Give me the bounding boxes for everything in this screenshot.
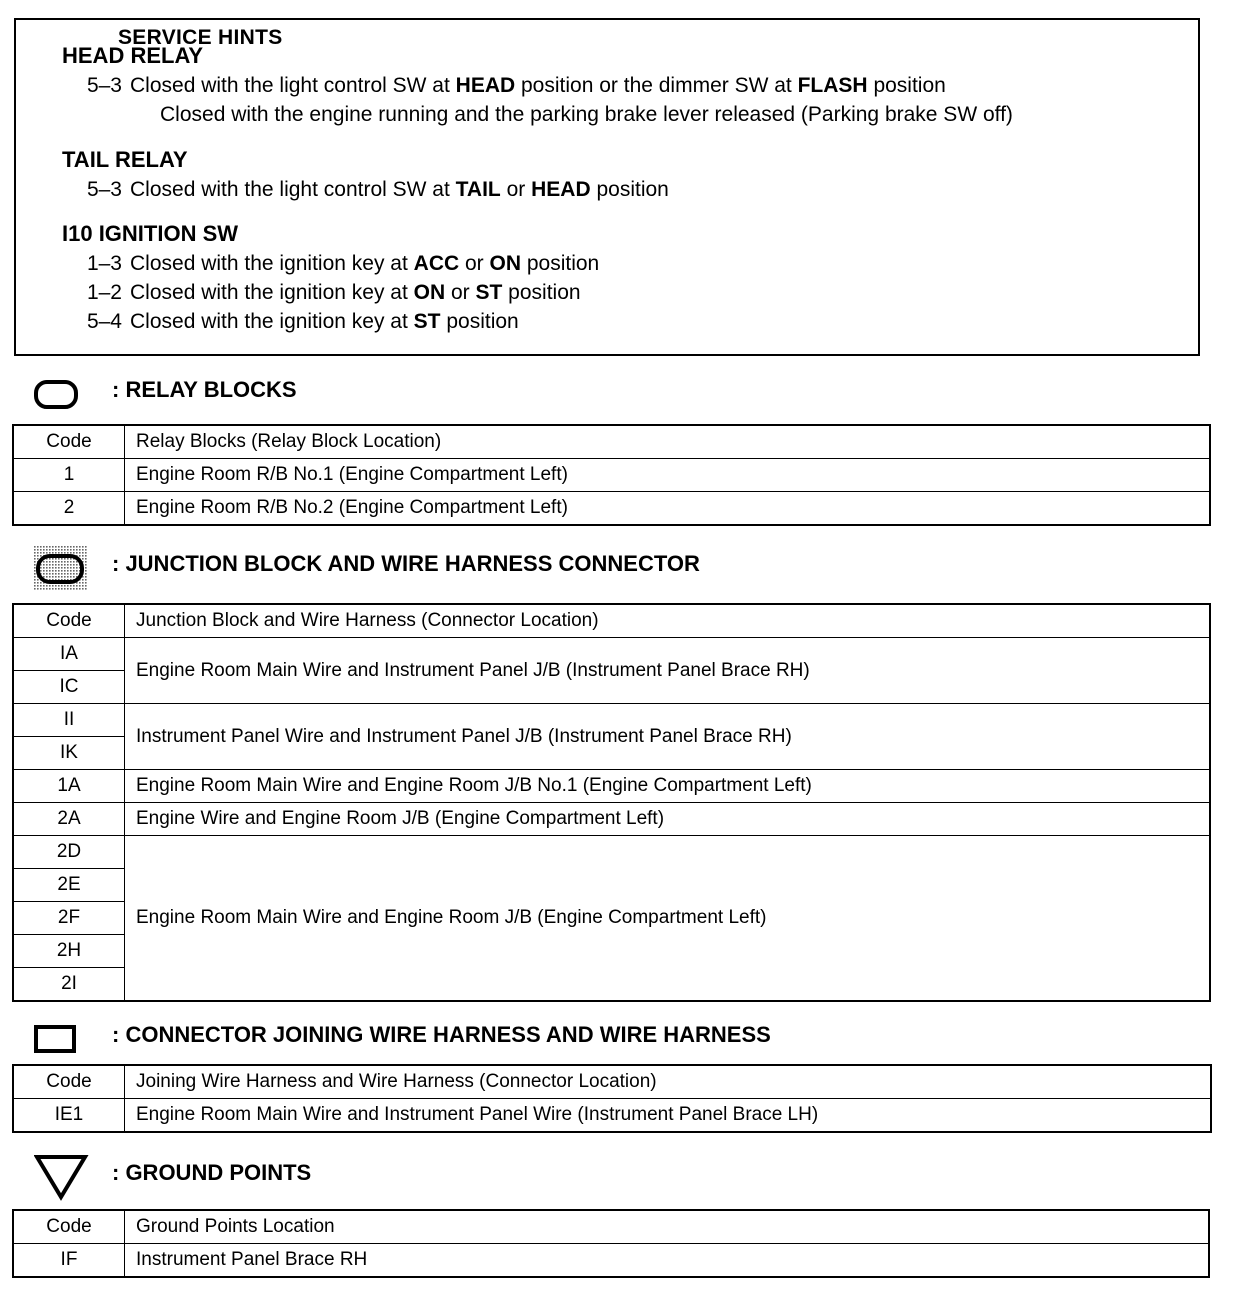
- relay-blocks-table: [12, 424, 1211, 526]
- shaded-rounded-rect-icon: [34, 546, 90, 592]
- relay-blocks-label: : RELAY BLOCKS: [112, 377, 297, 402]
- code-cell: 2: [13, 492, 125, 526]
- text-run: or: [459, 252, 490, 275]
- tail-relay-section: [62, 144, 669, 204]
- ignition-code: 1–3: [86, 252, 122, 275]
- text-run: Closed with the ignition key at: [130, 252, 414, 275]
- table-row: [13, 492, 1210, 526]
- code-cell: 1: [13, 459, 125, 492]
- text-run: position or the dimmer SW at: [515, 74, 798, 97]
- bold-term: ON: [489, 252, 521, 275]
- code-cell: 2A: [13, 803, 125, 836]
- joining-connectors-header-row: [13, 1065, 1211, 1099]
- code-cell: 1A: [13, 770, 125, 803]
- location-cell: Instrument Panel Wire and Instrument Panel J/B (Instrument Panel Brace RH): [125, 704, 1211, 770]
- relay-blocks-header-row: [13, 425, 1210, 459]
- location-column-header: Relay Blocks (Relay Block Location): [125, 425, 1211, 459]
- text-run: position: [502, 281, 581, 304]
- text-run: Closed with the light control SW at: [130, 74, 456, 97]
- ignition-code: 5–4: [86, 310, 122, 333]
- location-column-header: Ground Points Location: [125, 1210, 1210, 1244]
- table-row: [13, 459, 1210, 492]
- bold-term: ST: [413, 310, 441, 333]
- table-row: [13, 836, 1210, 869]
- table-row: [13, 1244, 1209, 1278]
- code-cell: 2H: [13, 935, 125, 968]
- joining-connectors-table: [12, 1064, 1212, 1133]
- ignition-sw-section: [62, 218, 599, 336]
- ground-points-label: : GROUND POINTS: [112, 1160, 312, 1185]
- code-cell: IF: [13, 1244, 125, 1278]
- text-run: Closed with the ignition key at: [130, 310, 414, 333]
- junction-blocks-header-row: [13, 604, 1210, 638]
- ignition-code: 1–2: [86, 281, 122, 304]
- location-cell: Engine Room Main Wire and Instrument Panel J/B (Instrument Panel Brace RH): [125, 638, 1211, 704]
- junction-blocks-table: [12, 603, 1211, 1002]
- code-cell: 2I: [13, 968, 125, 1002]
- code-cell: IK: [13, 737, 125, 770]
- code-cell: IA: [13, 638, 125, 671]
- location-cell: Engine Room R/B No.1 (Engine Compartment Left): [125, 459, 1211, 492]
- table-row: [13, 1099, 1211, 1133]
- tail-relay-code: 5–3: [86, 178, 122, 201]
- ground-points-header-row: [13, 1210, 1209, 1244]
- ignition-text: [130, 281, 581, 304]
- text-run: position: [867, 74, 946, 97]
- code-column-header: Code: [13, 604, 125, 638]
- ground-points-table: [12, 1209, 1210, 1278]
- bold-term: FLASH: [797, 74, 868, 97]
- code-cell: IE1: [13, 1099, 125, 1133]
- text-run: or: [500, 178, 532, 201]
- head-relay-section: [62, 40, 1013, 129]
- head-relay-heading: HEAD RELAY: [62, 43, 203, 68]
- bold-term: ACC: [413, 252, 460, 275]
- table-row: [13, 704, 1210, 737]
- tail-relay-text-1: [130, 178, 669, 201]
- service-hints-box: [14, 18, 1200, 356]
- code-cell: IC: [13, 671, 125, 704]
- head-relay-text-1: [130, 74, 946, 97]
- bold-term: ON: [413, 281, 446, 304]
- text-run: or: [445, 281, 476, 304]
- head-relay-line-1: [62, 71, 1013, 100]
- bold-term: HEAD: [531, 178, 591, 201]
- location-cell: Engine Room Main Wire and Engine Room J/B No.1 (Engine Compartment Left): [125, 770, 1211, 803]
- location-column-header: Joining Wire Harness and Wire Harness (Connector Location): [125, 1065, 1212, 1099]
- text-run: position: [590, 178, 669, 201]
- code-column-header: Code: [13, 425, 125, 459]
- text-run: Closed with the light control SW at: [130, 178, 456, 201]
- bold-term: TAIL: [455, 178, 501, 201]
- code-column-header: Code: [13, 1065, 125, 1099]
- location-cell: Engine Wire and Engine Room J/B (Engine Compartment Left): [125, 803, 1211, 836]
- rounded-rect-icon: [34, 376, 80, 410]
- ignition-sw-heading: I10 IGNITION SW: [62, 221, 239, 246]
- head-relay-text-2: Closed with the engine running and the parking brake lever released (Parking brake SW off): [160, 103, 1013, 126]
- location-cell: Engine Room Main Wire and Instrument Panel Wire (Instrument Panel Brace LH): [125, 1099, 1212, 1133]
- ignition-line: [62, 307, 599, 336]
- service-hints-title: SERVICE HINTS: [112, 26, 295, 50]
- ignition-line: [62, 249, 599, 278]
- text-run: position: [521, 252, 600, 275]
- text-run: Closed with the ignition key at: [130, 281, 414, 304]
- location-cell: Instrument Panel Brace RH: [125, 1244, 1210, 1278]
- table-row: [13, 770, 1210, 803]
- square-rect-icon: [34, 1023, 80, 1057]
- table-row: [13, 638, 1210, 671]
- code-cell: 2E: [13, 869, 125, 902]
- head-relay-code: 5–3: [86, 74, 122, 97]
- code-cell: II: [13, 704, 125, 737]
- location-cell: Engine Room R/B No.2 (Engine Compartment Left): [125, 492, 1211, 526]
- text-run: position: [440, 310, 519, 333]
- ignition-line: [62, 278, 599, 307]
- ignition-text: [130, 252, 599, 275]
- junction-blocks-label: : JUNCTION BLOCK AND WIRE HARNESS CONNECTOR: [112, 551, 700, 576]
- tail-relay-heading: TAIL RELAY: [62, 147, 188, 172]
- head-relay-line-2: [62, 100, 1013, 129]
- code-column-header: Code: [13, 1210, 125, 1244]
- bold-term: ST: [475, 281, 503, 304]
- location-column-header: Junction Block and Wire Harness (Connector Location): [125, 604, 1211, 638]
- bold-term: HEAD: [455, 74, 516, 97]
- tail-relay-line-1: [62, 175, 669, 204]
- joining-connectors-label: : CONNECTOR JOINING WIRE HARNESS AND WIRE HARNESS: [112, 1022, 771, 1047]
- triangle-down-icon: [34, 1153, 90, 1203]
- table-row: [13, 803, 1210, 836]
- code-cell: 2F: [13, 902, 125, 935]
- location-cell: Engine Room Main Wire and Engine Room J/B (Engine Compartment Left): [125, 836, 1211, 1002]
- ignition-text: [130, 310, 519, 333]
- code-cell: 2D: [13, 836, 125, 869]
